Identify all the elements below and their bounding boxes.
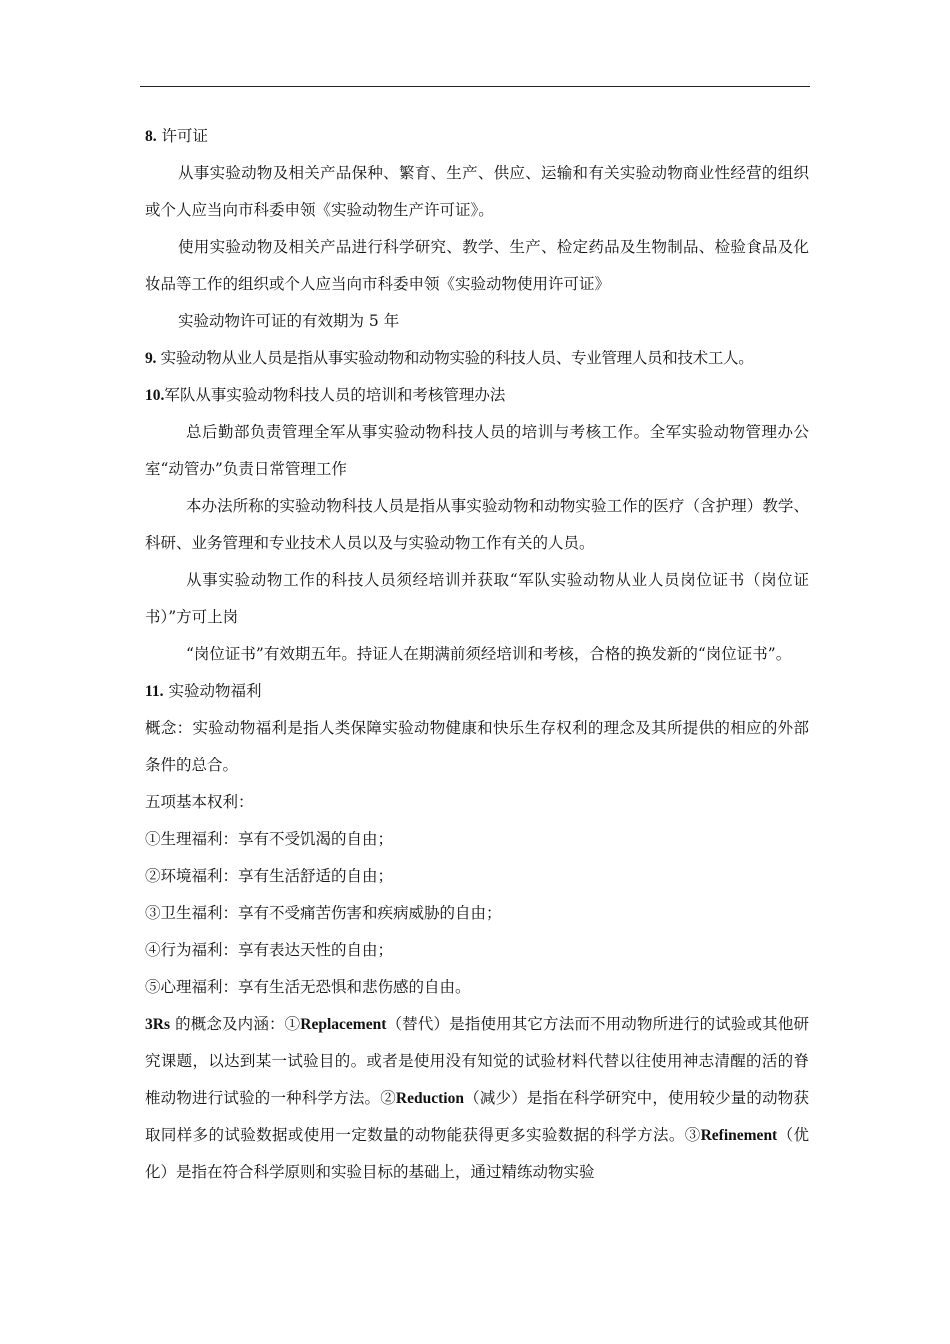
section-number: 8.	[145, 128, 157, 145]
text-run: （替代）是指使用其它方法而不用动物所进行的试验或其他研究课题，以达到某一试验目的。或者是使用没有知觉的试验材料代替以往使用神志清醒的活的脊椎动物进行试验的一种科学方法。②	[145, 1015, 809, 1107]
section-number: 9.	[145, 350, 157, 367]
concept-paragraph: 概念：实验动物福利是指人类保障实验动物健康和快乐生存权利的理念及其所提供的相应的外部条件的总合。	[145, 719, 809, 774]
list-item: ④行为福利：享有表达天性的自由；	[145, 941, 394, 959]
paragraph: 本办法所称的实验动物科技人员是指从事实验动物和动物实验工作的医疗（含护理）教学、科研、业务管理和专业技术人员以及与实验动物工作有关的人员。	[145, 497, 809, 552]
paragraph: 从事实验动物工作的科技人员须经培训并获取“军队实验动物从业人员岗位证书（岗位证书）”方可上岗	[145, 571, 809, 626]
term-refinement: Refinement	[700, 1127, 778, 1144]
paragraph: 实验动物许可证的有效期为 5 年	[178, 312, 400, 330]
section-8-heading	[145, 118, 809, 155]
section-10-heading	[145, 377, 809, 414]
paragraph: 使用实验动物及相关产品进行科学研究、教学、生产、检定药品及生物制品、检验食品及化妆品等工作的组织或个人应当向市科委申领《实验动物使用许可证》	[145, 238, 809, 293]
section-number: 11.	[145, 683, 164, 700]
section-text: 实验动物从业人员是指从事实验动物和动物实验的科技人员、专业管理人员和技术工人。	[156, 349, 754, 367]
paragraph: “岗位证书”有效期五年。持证人在期满前须经培训和考核，合格的换发新的“岗位证书”。	[186, 645, 792, 663]
section-number: 10.	[145, 387, 165, 404]
paragraph: 从事实验动物及相关产品保种、繁育、生产、供应、运输和有关实验动物商业性经营的组织或个人应当向市科委申领《实验动物生产许可证》。	[145, 164, 809, 219]
term-replacement: Replacement	[300, 1016, 387, 1033]
paragraph: 总后勤部负责管理全军从事实验动物科技人员的培训与考核工作。全军实验动物管理办公室“动管办”负责日常管理工作	[145, 423, 809, 478]
section-title: 许可证	[156, 127, 209, 145]
term-3rs: 3Rs	[145, 1016, 170, 1033]
text-run: （优化）是指在符合科学原则和实验目标的基础上，通过精练动物实验	[145, 1126, 809, 1181]
term-reduction: Reduction	[395, 1090, 464, 1107]
section-title: 军队从事实验动物科技人员的培训和考核管理办法	[164, 386, 506, 404]
list-item: ①生理福利：享有不受饥渴的自由；	[145, 830, 394, 848]
section-title: 实验动物福利	[163, 682, 262, 700]
rights-title: 五项基本权利：	[145, 793, 254, 811]
text-run: 的概念及内涵：①	[169, 1015, 301, 1033]
list-item: ⑤心理福利：享有生活无恐惧和悲伤感的自由。	[145, 978, 471, 996]
list-item: ③卫生福利：享有不受痛苦伤害和疾病威胁的自由；	[145, 904, 502, 922]
header-rule	[140, 86, 810, 87]
list-item: ②环境福利：享有生活舒适的自由；	[145, 867, 394, 885]
document-body	[145, 118, 809, 1191]
section-11-heading	[145, 673, 809, 710]
text-run: （减少）是指在科学研究中，使用较少量的动物获取同样多的试验数据或使用一定数量的动物能获得更多实验数据的科学方法。③	[145, 1089, 809, 1144]
section-9-heading	[145, 340, 809, 377]
3rs-paragraph	[145, 1006, 809, 1191]
